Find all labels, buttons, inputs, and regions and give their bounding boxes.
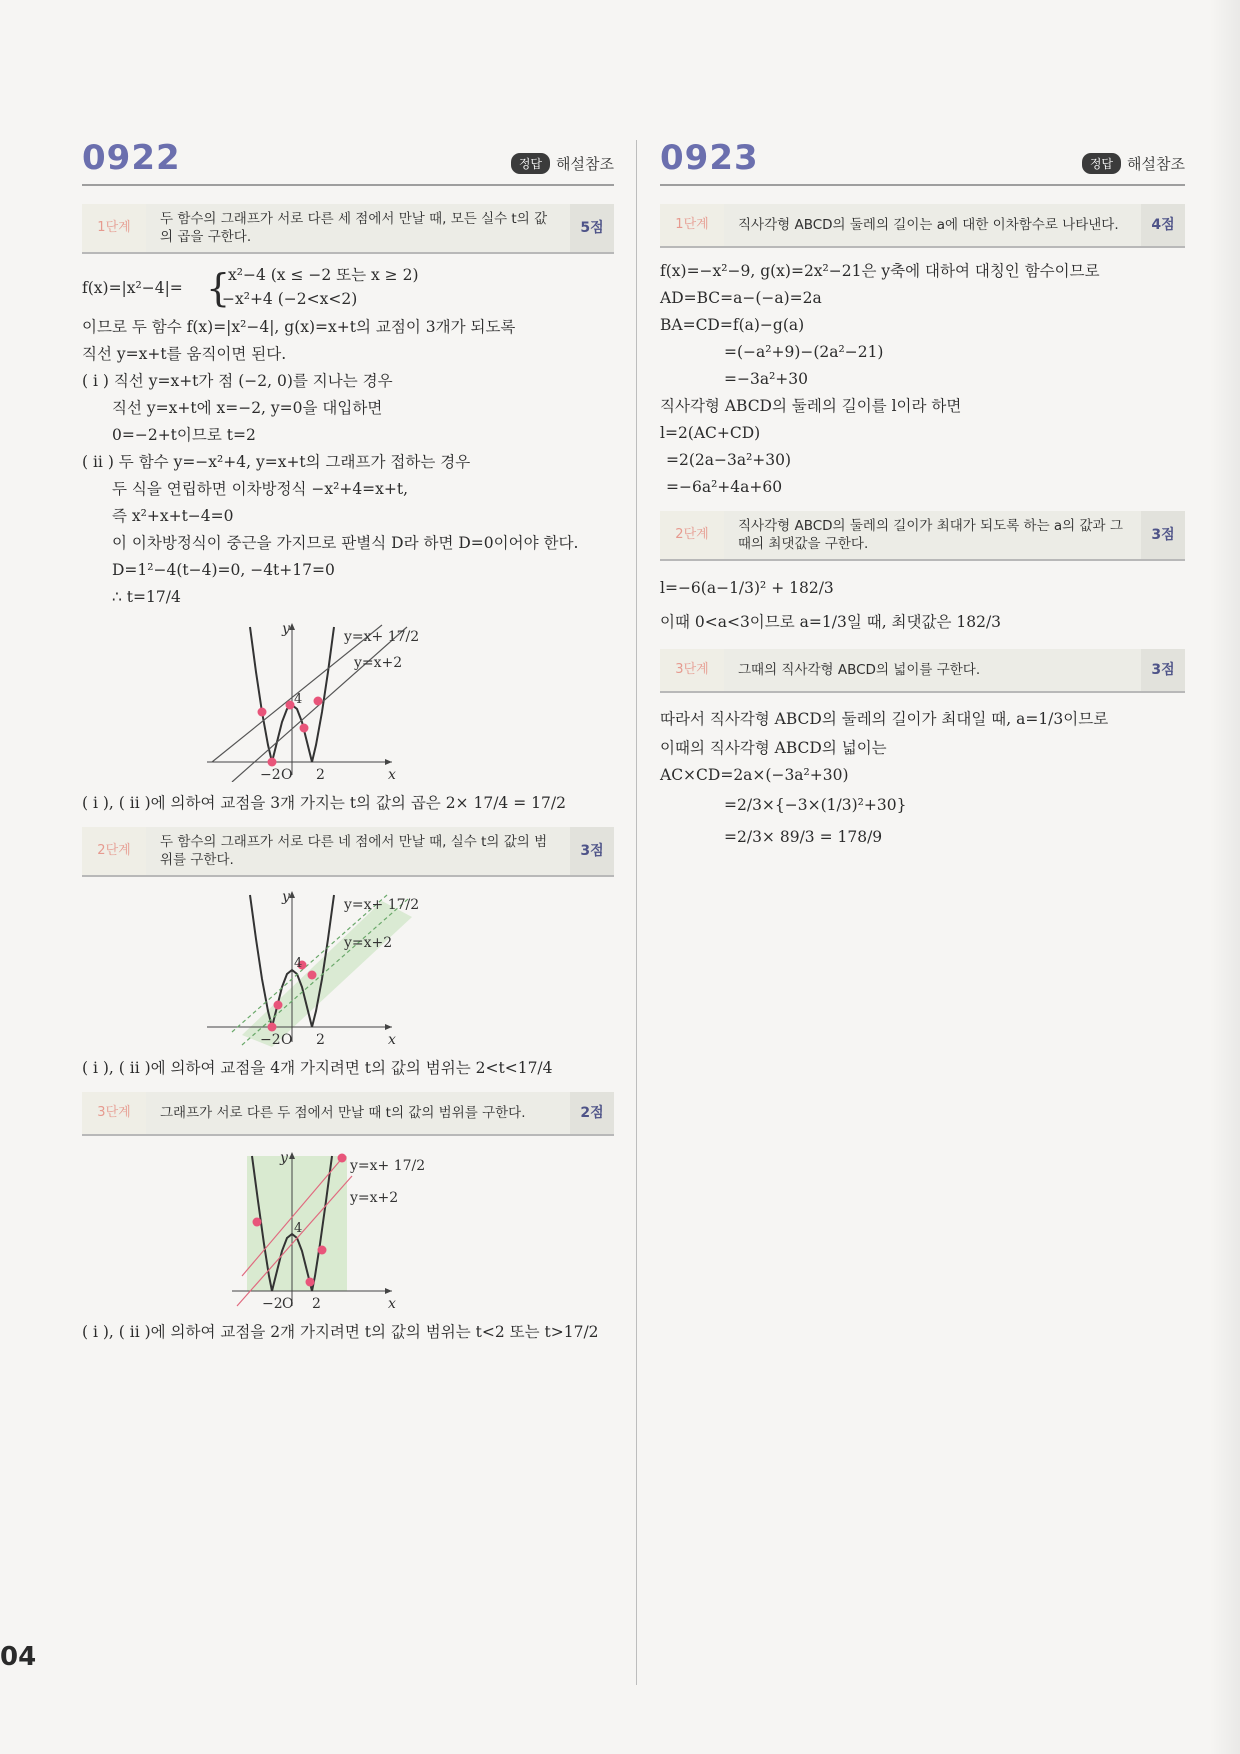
graph-origin: O [281, 1032, 293, 1047]
text-line: =2/3× 89/3 = 178/9 [724, 828, 883, 846]
piecewise-brace: { [206, 266, 231, 310]
step-points: 2점 [570, 1092, 614, 1134]
answer-text: 해설참조 [1127, 155, 1185, 173]
text-line: =(−a²+9)−(2a²−21) [724, 343, 884, 361]
text-line: 직사각형 ABCD의 둘레의 길이를 l이라 하면 [660, 397, 962, 415]
text-line: =2(2a−3a²+30) [666, 451, 792, 469]
graph-label-line-bottom: y=x+2 [354, 655, 403, 671]
intersection-point [308, 971, 317, 980]
step-text: 두 함수의 그래프가 서로 다른 세 점에서 만날 때, 모든 실수 t의 값의 곱을 구한다. [160, 211, 548, 245]
intersection-point [268, 758, 277, 767]
intersection-point [274, 1001, 283, 1010]
page-edge-shade [1210, 0, 1240, 1754]
step-points: 5점 [570, 204, 614, 252]
text-line: 0=−2+t이므로 t=2 [112, 426, 256, 444]
step-label: 2단계 [82, 827, 146, 875]
problem-number: 0922 [82, 138, 181, 178]
graph-step1 [82, 617, 614, 782]
graph-peak-label: 4 [294, 956, 303, 971]
step-text: 직사각형 ABCD의 둘레의 길이는 a에 대한 이차함수로 나타낸다. [738, 217, 1119, 233]
graph-tick-2: 2 [316, 767, 325, 782]
column-divider [636, 140, 637, 1685]
graph-step3 [82, 1146, 614, 1311]
step-points: 3점 [1141, 511, 1185, 559]
step-label: 2단계 [660, 511, 724, 559]
problem-header [82, 140, 614, 186]
graph-tick-neg2: −2 [262, 1296, 283, 1311]
graph-peak-label: 4 [294, 692, 303, 707]
piecewise-lhs: f(x)=|x²−4|= [82, 279, 183, 297]
text-line: =−3a²+30 [724, 370, 809, 388]
step3-conclusion: ( i ), ( ii )에 의하여 교점을 2개 가지려면 t의 값의 범위는 t<2 또는 t>17/2 [82, 1323, 599, 1341]
text-line: AD=BC=a−(−a)=2a [660, 289, 822, 307]
text-line: =2/3×{−3×(1/3)²+30} [724, 796, 907, 814]
text-line: 두 식을 연립하면 이차방정식 −x²+4=x+t, [112, 480, 409, 498]
step-label: 1단계 [660, 204, 724, 246]
graph-label-line-bottom: y=x+2 [344, 935, 393, 951]
graph-tick-neg2: −2 [260, 767, 281, 782]
graph-origin: O [282, 1296, 294, 1311]
step-1-box [660, 204, 1185, 248]
step-label: 3단계 [82, 1092, 146, 1134]
graph-label-y-axis: y [282, 889, 290, 905]
problem-0923 [660, 140, 1185, 853]
answer-tag [1082, 153, 1185, 174]
graph-label-line-top: y=x+ 17/2 [344, 629, 420, 645]
step-text: 그래프가 서로 다른 두 점에서 만날 때 t의 값의 범위를 구한다. [160, 1105, 526, 1121]
piecewise-case-1: x²−4 (x ≤ −2 또는 x ≥ 2) [228, 266, 419, 284]
text-line: 직선 y=x+t에 x=−2, y=0을 대입하면 [112, 399, 383, 417]
graph-label-y-axis: y [280, 1150, 288, 1166]
graph-label-x-axis: x [388, 1032, 396, 1047]
graph-label-y-axis: y [282, 621, 290, 637]
text-line: =−6a²+4a+60 [666, 478, 783, 496]
graph-step2 [82, 887, 614, 1047]
step-3-box [660, 649, 1185, 693]
text-line: D=1²−4(t−4)=0, −4t+17=0 [112, 561, 335, 579]
step-points: 3점 [1141, 649, 1185, 691]
text-line: l=−6(a−1/3)² + 182/3 [660, 579, 834, 597]
step-points: 4점 [1141, 204, 1185, 246]
text-line: 이때의 직사각형 ABCD의 넓이는 [660, 739, 887, 757]
text-line: f(x)=−x²−9, g(x)=2x²−21은 y축에 대하여 대칭인 함수이므로 [660, 262, 1100, 280]
text-line: 즉 x²+x+t−4=0 [112, 507, 234, 525]
intersection-point [253, 1218, 262, 1227]
step-text: 그때의 직사각형 ABCD의 넓이를 구한다. [738, 662, 981, 678]
step-1-box [82, 204, 614, 254]
graph-tick-neg2: −2 [260, 1032, 281, 1047]
text-line: BA=CD=f(a)−g(a) [660, 316, 805, 334]
problem-number: 0923 [660, 138, 759, 178]
text-line: 이 이차방정식이 중근을 가지므로 판별식 D라 하면 D=0이어야 한다. [112, 534, 579, 552]
text-line: AC×CD=2a×(−3a²+30) [660, 766, 849, 784]
piecewise-case-2: −x²+4 (−2<x<2) [222, 290, 358, 308]
intersection-point [314, 697, 323, 706]
text-line: ∴ t=17/4 [112, 588, 181, 606]
intersection-point [318, 1246, 327, 1255]
text-line: 이므로 두 함수 f(x)=|x²−4|, g(x)=x+t의 교점이 3개가 되도록 [82, 318, 516, 336]
page-number: 04 [0, 1642, 37, 1672]
graph-label-line-top: y=x+ 17/2 [344, 897, 420, 913]
graph-tick-2: 2 [316, 1032, 325, 1047]
answer-text: 해설참조 [556, 155, 614, 173]
text-line: 직선 y=x+t를 움직이면 된다. [82, 345, 287, 363]
piecewise-definition [82, 264, 614, 314]
text-line: l=2(AC+CD) [660, 424, 761, 442]
text-line: 이때 0<a<3이므로 a=1/3일 때, 최댓값은 182/3 [660, 613, 1002, 631]
intersection-point [258, 708, 267, 717]
problem-header [660, 140, 1185, 186]
graph-origin: O [281, 767, 293, 782]
step-2-box [82, 827, 614, 877]
intersection-point [306, 1278, 315, 1287]
step2-conclusion: ( i ), ( ii )에 의하여 교점을 4개 가지려면 t의 값의 범위는 2<t<17/4 [82, 1059, 553, 1077]
answer-tag [511, 153, 614, 174]
graph-peak-label: 4 [294, 1221, 303, 1236]
step-points: 3점 [570, 827, 614, 875]
text-line: 따라서 직사각형 ABCD의 둘레의 길이가 최대일 때, a=1/3이므로 [660, 710, 1109, 728]
step-label: 3단계 [660, 649, 724, 691]
case-heading: ( i ) 직선 y=x+t가 점 (−2, 0)를 지나는 경우 [82, 372, 393, 390]
step-label: 1단계 [82, 204, 146, 252]
graph-tick-2: 2 [312, 1296, 321, 1311]
step-text: 직사각형 ABCD의 둘레의 길이가 최대가 되도록 하는 a의 값과 그때의 최댓값을 구한다. [738, 518, 1123, 552]
answer-badge: 정답 [1082, 153, 1121, 174]
case-heading: ( ii ) 두 함수 y=−x²+4, y=x+t의 그래프가 접하는 경우 [82, 453, 471, 471]
step-text: 두 함수의 그래프가 서로 다른 네 점에서 만날 때, 실수 t의 값의 범위를 구한다. [160, 834, 548, 868]
graph-label-line-bottom: y=x+2 [350, 1190, 399, 1206]
step-2-box [660, 511, 1185, 561]
intersection-point [268, 1023, 277, 1032]
answer-badge: 정답 [511, 153, 550, 174]
problem-0922 [82, 140, 614, 1346]
graph-label-x-axis: x [388, 1296, 396, 1311]
graph-label-line-top: y=x+ 17/2 [350, 1158, 426, 1174]
step1-conclusion: ( i ), ( ii )에 의하여 교점을 3개 가지는 t의 값의 곱은 2× 17/4 = 17/2 [82, 794, 566, 812]
intersection-point [300, 724, 309, 733]
intersection-point [338, 1154, 347, 1163]
graph-label-x-axis: x [388, 767, 396, 782]
step-3-box [82, 1092, 614, 1136]
